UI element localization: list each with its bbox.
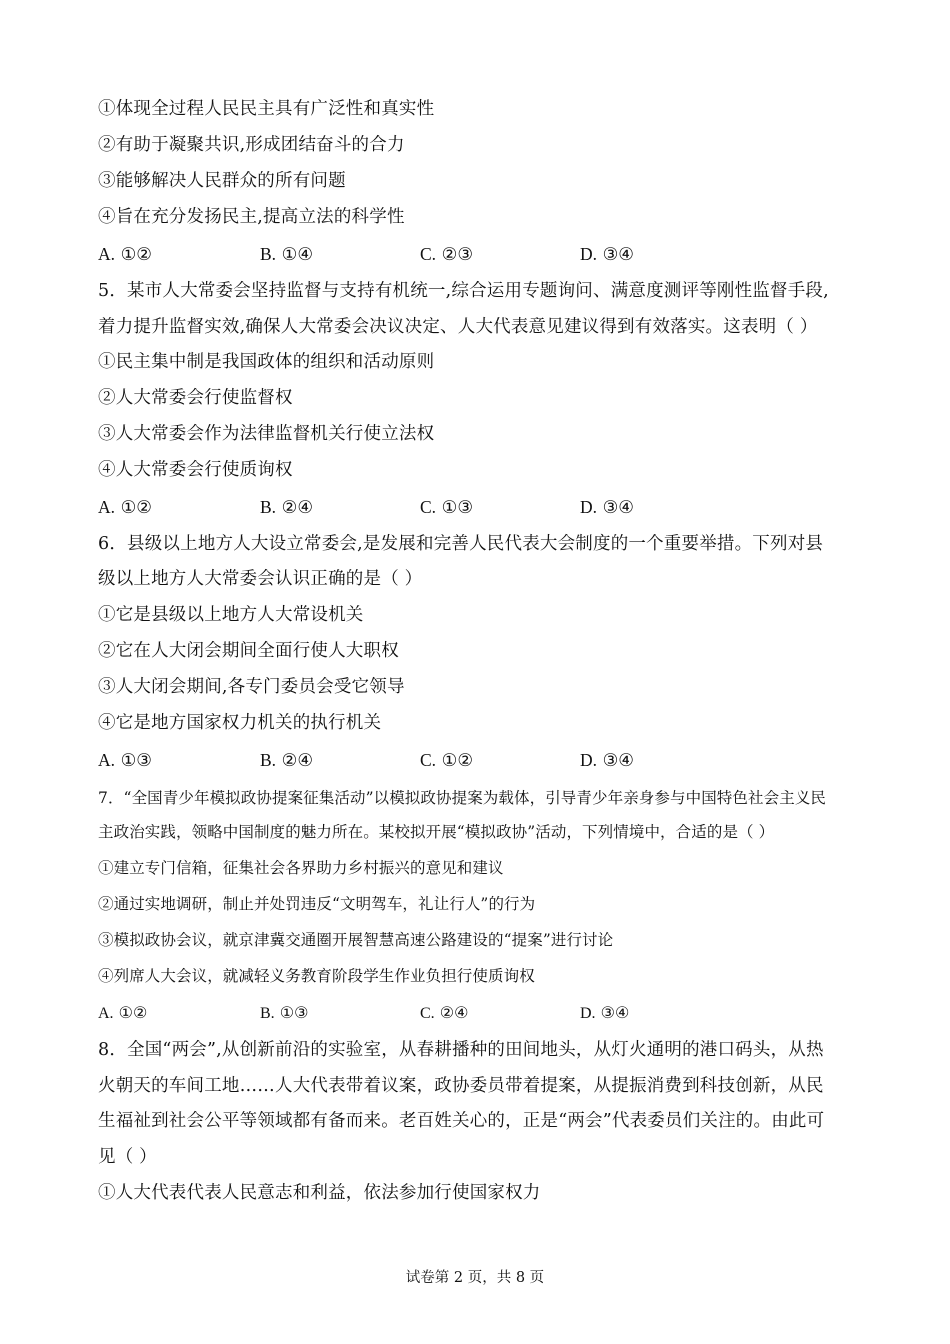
q4-option-b: B. ①④ bbox=[260, 244, 314, 265]
q8-stem-line-4: 见（ ） bbox=[98, 1147, 157, 1167]
q6-statement-3: ③人大闭会期间,各专门委员会受它领导 bbox=[98, 677, 405, 697]
q4-option-c: C. ②③ bbox=[420, 244, 474, 265]
q7-option-c: C. ②④ bbox=[420, 1003, 469, 1022]
q7-statement-1: ①建立专门信箱，征集社会各界助力乡村振兴的意见和建议 bbox=[98, 859, 504, 877]
q5-option-b: B. ②④ bbox=[260, 497, 314, 518]
q5-option-a: A. ①② bbox=[98, 497, 152, 518]
q4-option-d: D. ③④ bbox=[580, 244, 634, 265]
q7-stem-line-2: 主政治实践，领略中国制度的魅力所在。某校拟开展“模拟政协”活动，下列情境中，合适的是（ ） bbox=[98, 823, 775, 841]
q6-option-b: B. ②④ bbox=[260, 750, 314, 771]
q5-stem-line-1: 5．某市人大常委会坚持监督与支持有机统一,综合运用专题询问、满意度测评等刚性监督手段, bbox=[98, 281, 829, 301]
q8-stem-line-2: 火朝天的车间工地……人大代表带着议案，政协委员带着提案，从提振消费到科技创新，从民 bbox=[98, 1076, 824, 1096]
q7-statement-3: ③模拟政协会议，就京津冀交通圈开展智慧高速公路建设的“提案”进行讨论 bbox=[98, 931, 614, 949]
q7-stem-line-1: 7．“全国青少年模拟政协提案征集活动”以模拟政协提案为载体，引导青少年亲身参与中国特色社会主义民 bbox=[98, 789, 827, 807]
q6-option-c: C. ①② bbox=[420, 750, 474, 771]
q5-statement-4: ④人大常委会行使质询权 bbox=[98, 460, 293, 480]
q4-statement-2: ②有助于凝聚共识,形成团结奋斗的合力 bbox=[98, 135, 405, 155]
q7-option-a: A. ①② bbox=[98, 1003, 148, 1022]
q8-stem-line-1: 8．全国“两会”,从创新前沿的实验室，从春耕播种的田间地头，从灯火通明的港口码头，从热 bbox=[98, 1040, 824, 1060]
q6-statement-1: ①它是县级以上地方人大常设机关 bbox=[98, 605, 364, 625]
q6-stem-line-2: 级以上地方人大常委会认识正确的是（ ） bbox=[98, 569, 423, 589]
q5-stem-line-2: 着力提升监督实效,确保人大常委会决议决定、人大代表意见建议得到有效落实。这表明（ ） bbox=[98, 317, 818, 337]
q6-option-d: D. ③④ bbox=[580, 750, 634, 771]
q5-option-c: C. ①③ bbox=[420, 497, 474, 518]
q6-stem-line-1: 6．县级以上地方人大设立常委会,是发展和完善人民代表大会制度的一个重要举措。下列对县 bbox=[98, 534, 824, 554]
q8-stem-line-3: 生福祉到社会公平等领域都有备而来。老百姓关心的，正是“两会”代表委员们关注的。由此可 bbox=[98, 1111, 825, 1131]
q4-statement-1: ①体现全过程人民民主具有广泛性和真实性 bbox=[98, 99, 435, 119]
q6-option-a: A. ①③ bbox=[98, 750, 152, 771]
q6-statement-2: ②它在人大闭会期间全面行使人大职权 bbox=[98, 641, 399, 661]
page-footer: 试卷第 2 页，共 8 页 bbox=[405, 1270, 545, 1286]
q4-option-a: A. ①② bbox=[98, 244, 152, 265]
q7-option-d: D. ③④ bbox=[580, 1003, 630, 1022]
q5-statement-2: ②人大常委会行使监督权 bbox=[98, 388, 293, 408]
q7-statement-2: ②通过实地调研，制止并处罚违反“文明驾车，礼让行人”的行为 bbox=[98, 895, 536, 913]
q5-statement-3: ③人大常委会作为法律监督机关行使立法权 bbox=[98, 424, 435, 444]
q5-statement-1: ①民主集中制是我国政体的组织和活动原则 bbox=[98, 352, 435, 372]
q4-statement-3: ③能够解决人民群众的所有问题 bbox=[98, 171, 346, 191]
q5-option-d: D. ③④ bbox=[580, 497, 634, 518]
q7-option-b: B. ①③ bbox=[260, 1003, 309, 1022]
q4-statement-4: ④旨在充分发扬民主,提高立法的科学性 bbox=[98, 207, 405, 227]
q8-statement-1: ①人大代表代表人民意志和利益，依法参加行使国家权力 bbox=[98, 1183, 541, 1203]
q6-statement-4: ④它是地方国家权力机关的执行机关 bbox=[98, 713, 382, 733]
q7-statement-4: ④列席人大会议，就减轻义务教育阶段学生作业负担行使质询权 bbox=[98, 967, 535, 985]
